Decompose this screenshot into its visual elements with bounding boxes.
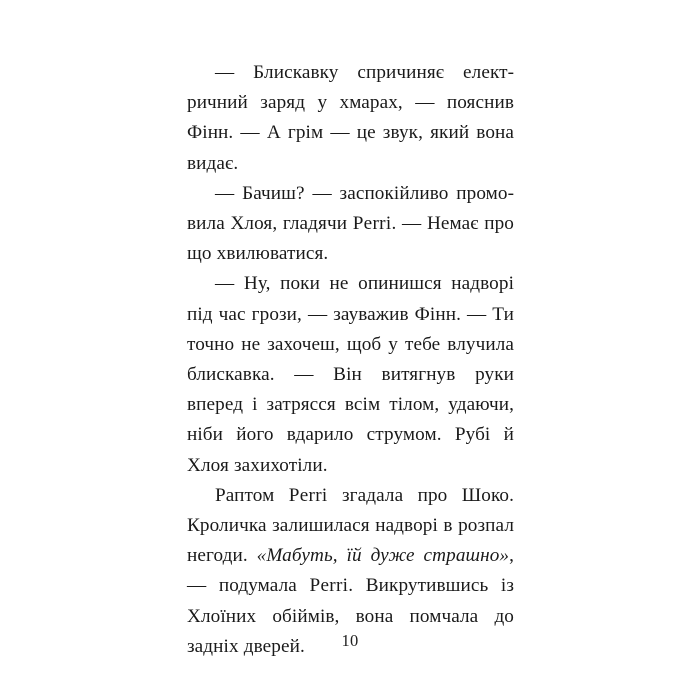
paragraph-text: — Ну, поки не опинишся надворі під час грози, — зауважив Фінн. — Ти точно не захочеш, щоб у тебе влучила блискавка. — Він витягнув руки вперед і затрясся всім тілом, удаючи, ніби його вдарило струмом. Рубі й Хлоя захихотіли.: [187, 273, 514, 476]
paragraph-text: , — подумала: [187, 545, 515, 597]
paragraph: [187, 179, 514, 270]
paragraph-text: . Викрутившись із Хлоїних обіймів, вона помчала до задніх дверей.: [187, 575, 515, 657]
page-text-block: [187, 58, 514, 662]
paragraph-text: — Бачиш? — заспокійливо промовила Хлоя, гладячи: [187, 182, 514, 235]
paragraph: [187, 269, 514, 480]
page-number: 10: [341, 631, 359, 650]
paragraph-text: — Блискавку спричиняє електричний заряд у хмарах, — пояснив Фінн. — А грім — це звук, який вона видає.: [187, 62, 514, 174]
paragraph-text: згадала про Шоко. Кроличка залишилася надворі в розпал негоди.: [187, 484, 514, 567]
paragraph-text: Раптом: [215, 484, 289, 506]
character-name: Perri: [288, 484, 328, 506]
paragraph-text: . — Немає про що хвилюватися.: [187, 213, 514, 265]
character-name: Perri: [309, 575, 349, 597]
paragraph: [187, 58, 514, 179]
character-name: Perri: [352, 213, 392, 235]
inner-thought-quote: «Мабуть, їй дуже страшно»: [256, 545, 510, 567]
